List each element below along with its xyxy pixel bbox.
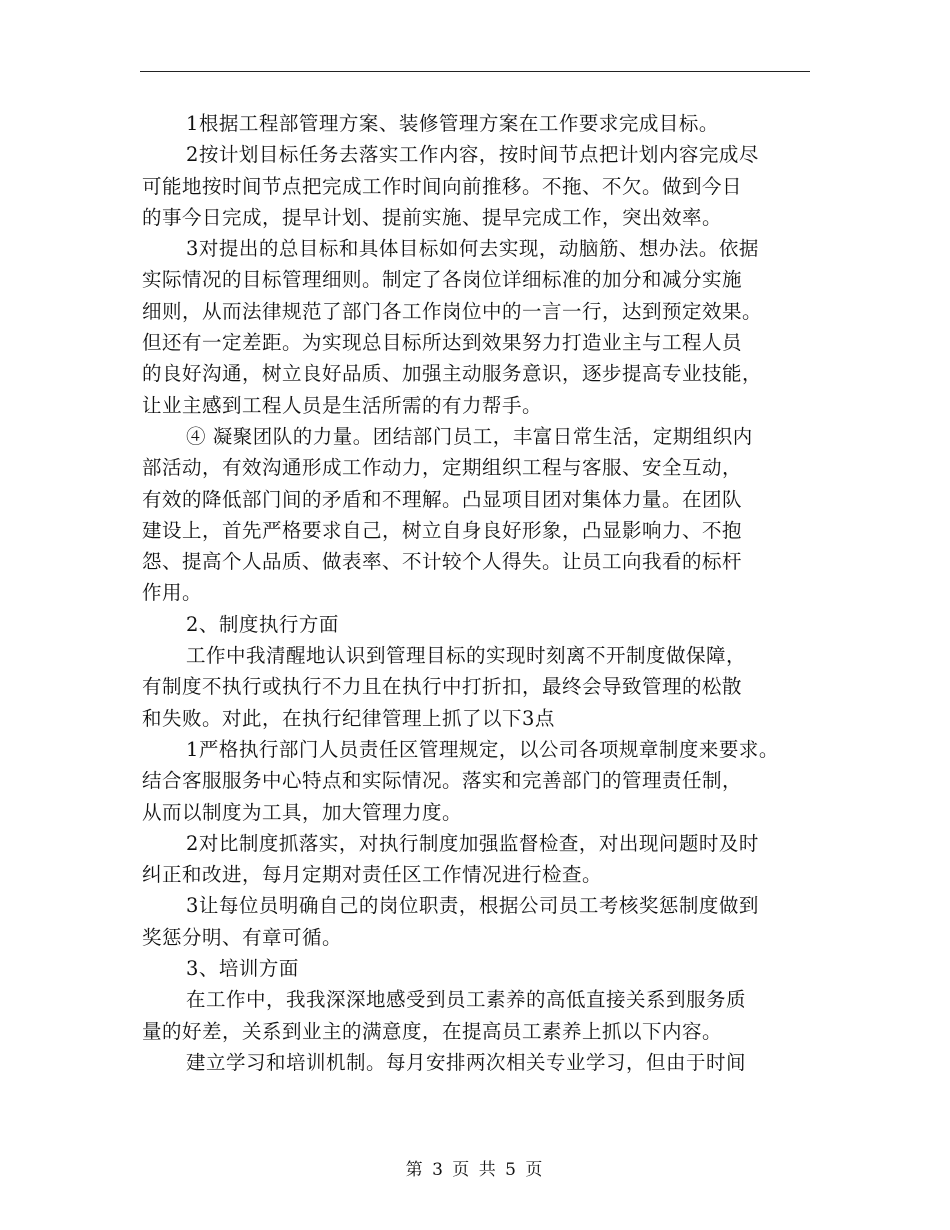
text-line: 结合客服服务中心特点和实际情况。落实和完善部门的管理责任制， — [142, 769, 743, 793]
text-line: 1严格执行部门人员责任区管理规定，以公司各项规章制度来要求。 — [186, 737, 779, 761]
text-line: 2对比制度抓落实，对执行制度加强监督检查，对出现问题时及时 — [186, 831, 759, 855]
text-line: 让业主感到工程人员是生活所需的有力帮手。 — [142, 393, 543, 417]
text-line: 奖惩分明、有章可循。 — [142, 925, 343, 949]
text-line: 怨、提高个人品质、做表率、不计较个人得失。让员工向我看的标杆 — [142, 550, 743, 574]
text-line: 但还有一定差距。为实现总目标所达到效果努力打造业主与工程人员 — [142, 331, 743, 355]
text-line: 实际情况的目标管理细则。制定了各岗位详细标准的加分和减分实施 — [142, 268, 743, 292]
text-line: 有效的降低部门间的矛盾和不理解。凸显项目团对集体力量。在团队 — [142, 487, 743, 511]
text-line: 工作中我清醒地认识到管理目标的实现时刻离不开制度做保障， — [186, 644, 747, 668]
text-line: 2、制度执行方面 — [186, 612, 339, 636]
text-line: 部活动，有效沟通形成工作动力，定期组织工程与客服、安全互动， — [142, 456, 743, 480]
page-footer: 第 3 页 共 5 页 — [405, 1160, 545, 1180]
text-line: 3让每位员明确自己的岗位职责，根据公司员工考核奖惩制度做到 — [186, 894, 759, 918]
text-line: 3、培训方面 — [186, 957, 299, 981]
text-line: 和失败。对此，在执行纪律管理上抓了以下3点 — [142, 706, 555, 730]
document-body — [142, 108, 822, 1078]
text-line: 有制度不执行或执行不力且在执行中打折扣，最终会导致管理的松散 — [142, 675, 743, 699]
text-line: 作用。 — [142, 581, 203, 605]
text-line: 可能地按时间节点把完成工作时间向前推移。不拖、不欠。做到今日 — [142, 174, 743, 198]
text-line: 纠正和改进，每月定期对责任区工作情况进行检查。 — [142, 863, 603, 887]
text-line: 1根据工程部管理方案、装修管理方案在工作要求完成目标。 — [186, 112, 719, 135]
text-line: 量的好差，关系到业主的满意度，在提高员工素养上抓以下内容。 — [142, 1019, 723, 1043]
text-line: ④ 凝聚团队的力量。团结部门员工，丰富日常生活，定期组织内 — [186, 424, 753, 448]
text-line: 细则，从而法律规范了部门各工作岗位中的一言一行，达到预定效果。 — [142, 299, 763, 323]
text-line: 3对提出的总目标和具体目标如何去实现，动脑筋、想办法。依据 — [186, 237, 759, 261]
header-rule — [140, 71, 810, 72]
text-line: 的良好沟通，树立良好品质、加强主动服务意识，逐步提高专业技能， — [142, 362, 763, 386]
text-line: 的事今日完成，提早计划、提前实施、提早完成工作，突出效率。 — [142, 205, 723, 229]
text-line: 建立学习和培训机制。每月安排两次相关专业学习，但由于时间 — [186, 1050, 747, 1074]
text-line: 从而以制度为工具，加大管理力度。 — [142, 800, 463, 824]
text-line: 2按计划目标任务去落实工作内容，按时间节点把计划内容完成尽 — [186, 143, 759, 167]
text-line: 建设上，首先严格要求自己，树立自身良好形象，凸显影响力、不抱 — [142, 518, 743, 542]
text-line: 在工作中，我我深深地感受到员工素养的高低直接关系到服务质 — [186, 988, 747, 1012]
